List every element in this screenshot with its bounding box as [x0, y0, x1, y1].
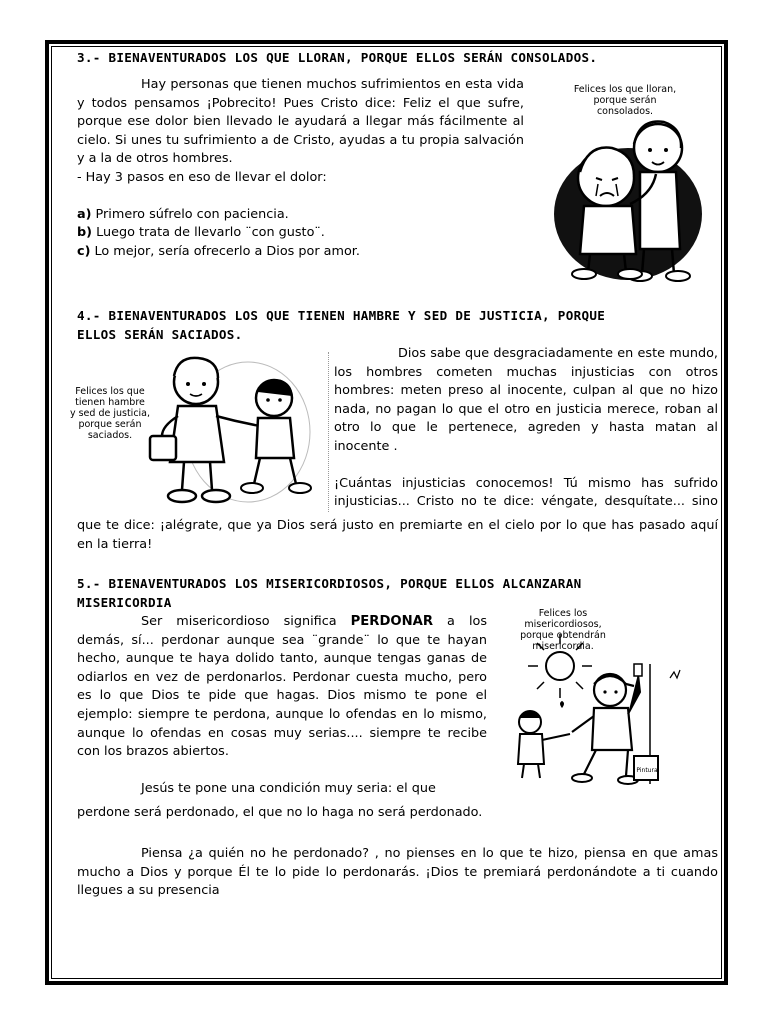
step-a: a) Primero súfrelo con paciencia.: [77, 206, 289, 222]
section-3-heading: 3.- BIENAVENTURADOS LOS QUE LLORAN, PORQUE ELLOS SERÁN CONSOLADOS.: [77, 50, 598, 65]
section-4-body: [334, 345, 718, 512]
text-column-divider: [328, 352, 329, 512]
illustration-3-caption: Felices los que lloran, porque serán consolados.: [573, 84, 677, 117]
section-3-body: [77, 76, 524, 261]
section-5-paragraph-3: Piensa ¿a quién no he perdonado? , no pienses en lo que te hizo, piensa en que amas mucho a Dios y porque Él te lo pide lo perdonarás. ¡Dios te premiará perdonándote a ti cuando llegues a su presencia: [77, 846, 718, 899]
step-b: b) Luego trata de llevarlo ¨con gusto¨.: [77, 225, 325, 241]
section-4-paragraph: Dios sabe que desgraciadamente en este mundo, los hombres cometen muchas injusticias con otros hombres: meten preso al inocente, culpan al que no hizo nada, no pagan lo que el otro en justicia merece, roban al otro lo que le pertenece, agreden y hasta matan al inocente .: [334, 346, 718, 454]
section-3-steps-intro: - Hay 3 pasos en eso de llevar el dolor:: [77, 169, 327, 185]
section-4-paragraph-2-line-1: ¡Cuántas injusticias conocemos! Tú mismo has sufrido: [334, 475, 718, 491]
perdonar-emphasis: PERDONAR: [350, 614, 434, 629]
section-5-paragraph-2-line-1: Jesús te pone una condición muy seria: el que: [141, 780, 436, 796]
section-5-paragraph-2-line-2: perdone será perdonado, el que no lo haga no será perdonado.: [77, 805, 483, 820]
section-4-paragraph-2-line-2: injusticias... Cristo no te dice: véngate, desquítate... sino: [334, 494, 718, 510]
section-4-body-continued: que te dice: ¡alégrate, que ya Dios será justo en premiarte en el cielo por lo que has pasado aquí en la tierra!: [77, 518, 718, 552]
step-c: c) Lo mejor, sería ofrecerlo a Dios por amor.: [77, 243, 360, 259]
section-5-body: [77, 613, 487, 798]
illustration-5-caption: Felices los misericordiosos, porque obtendrán misericordia.: [520, 608, 606, 652]
section-4-heading: 4.- BIENAVENTURADOS LOS QUE TIENEN HAMBRE Y SED DE JUSTICIA, PORQUE ELLOS SERÁN SACIADOS.: [77, 308, 606, 342]
section-3-paragraph: Hay personas que tienen muchos sufrimientos en esta vida y todos pensamos ¡Pobrecito! Pues Cristo dice: Feliz el que sufre, porque ese dolor bien llevado le ayudará a llegar más fácilmente al cielo. Si unes tu sufrimiento a de Cristo, ayudas a tu propia salvación y a la de otros hombres.: [77, 77, 524, 167]
section-5-heading: 5.- BIENAVENTURADOS LOS MISERICORDIOSOS, PORQUE ELLOS ALCANZARAN MISERICORDIA: [77, 576, 582, 610]
illustration-4-caption: Felices los que tienen hambre y sed de justicia, porque serán saciados.: [69, 386, 151, 441]
paint-can-label: Pintura: [636, 767, 658, 774]
section-5-paragraph-1: Ser misericordioso significa PERDONAR a los demás, sí... perdonar aunque sea ¨grande¨ lo que te hayan hecho, aunque te haya dolido tanto, aunque tengas ganas de odiarlos en vez de perdonarlos. Perdonar cuesta mucho, pero es lo que Dios te pide que hagas. Dios mismo te pone el ejemplo: siempre te perdona, aunque lo ofendas en lo mismo, aunque lo ofendas en cosas muy serias.... siempre te recibe con los brazos abiertos.: [77, 614, 487, 760]
